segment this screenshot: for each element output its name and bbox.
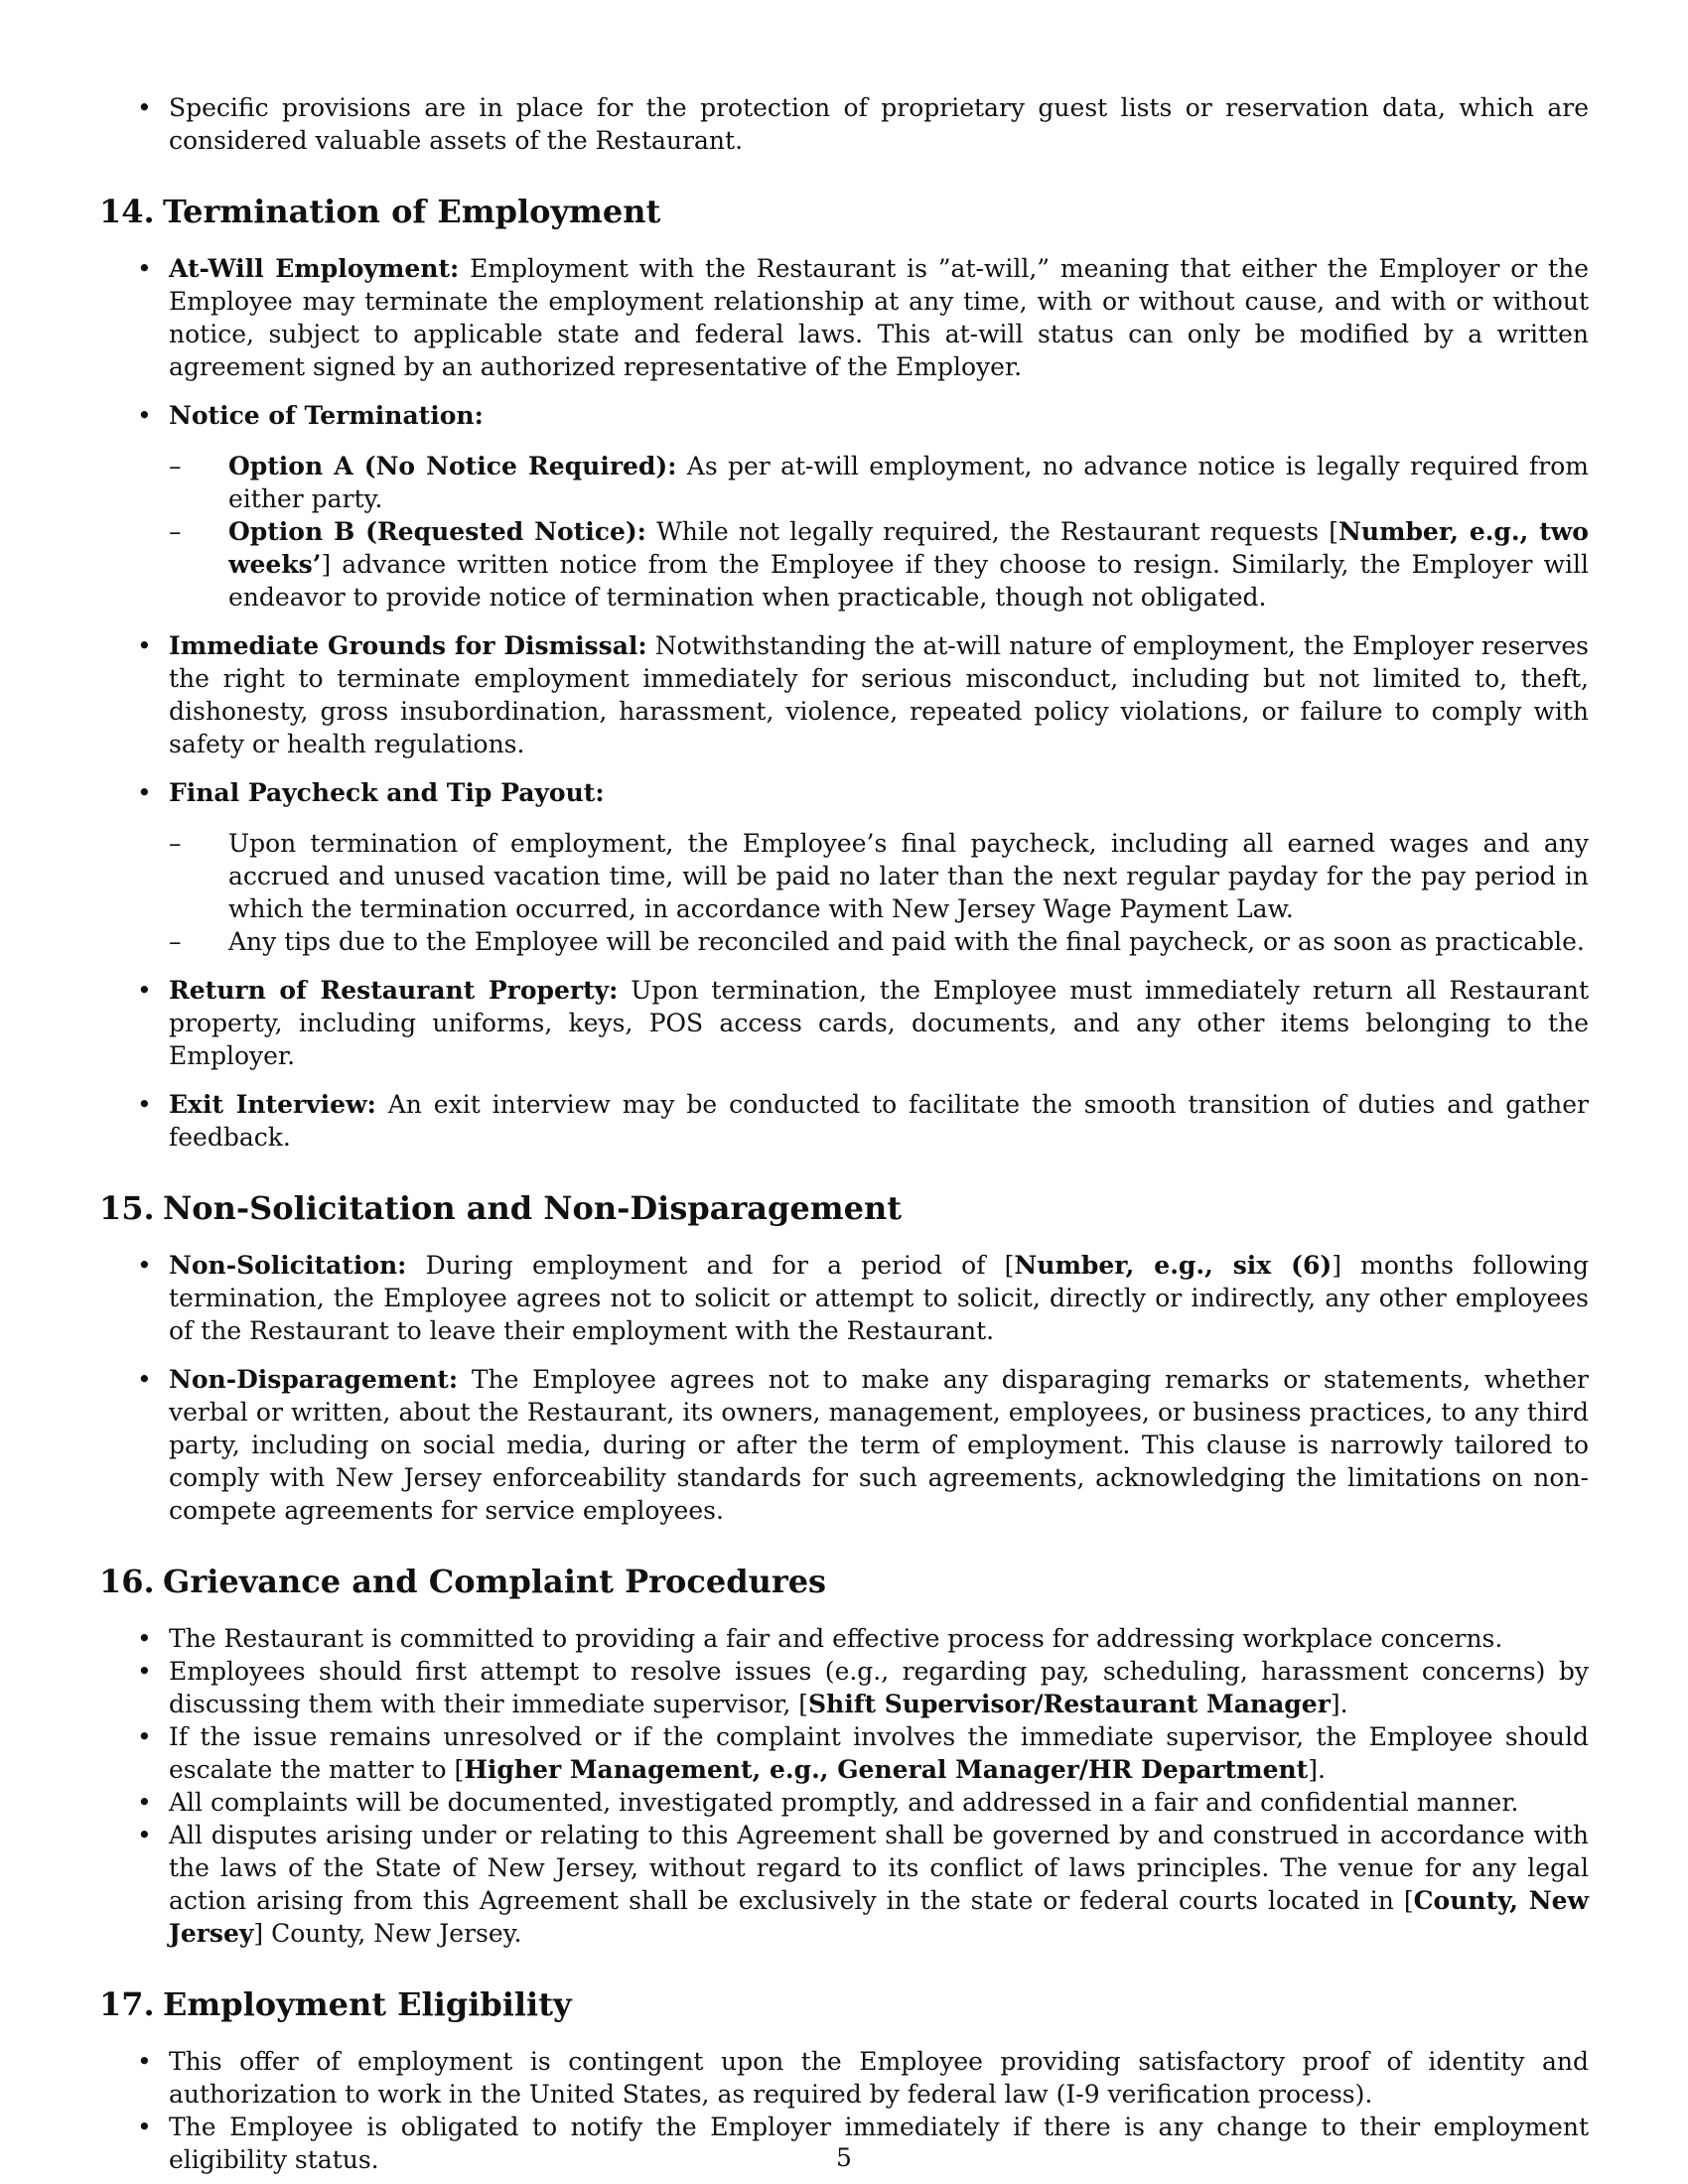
item-text: ]. <box>1308 1755 1326 1784</box>
item-text: This offer of employment is contingent upon the Employee providing satisfactory proof of identity and authorization to work in the United States, as required by federal law (I-9 verification process). <box>169 2047 1589 2109</box>
item-text: Notwithstanding the at-will nature of employment, the Employer reserves the right to terminate employment immediately for serious misconduct, including but not limited to, theft, dishonesty, gross insubordination, harassment, violence, repeated policy violations, or failure to comply with safety or health regulations. <box>169 631 1589 758</box>
paycheck-details <box>169 827 1589 958</box>
item-label: Exit Interview: <box>169 1090 376 1119</box>
document-page <box>99 91 1589 2176</box>
item-text: The Employee is obligated to notify the Employer immediately if there is any change to their employment eligibility status. <box>169 2113 1589 2174</box>
section-14-list <box>99 252 1589 1154</box>
placeholder-field: Shift Supervisor/Restaurant Manager <box>807 1690 1331 1718</box>
item-text: Upon termination of employment, the Employee’s final paycheck, including all earned wages and any accrued and unused vacation time, will be paid no later than the next regular payday for the pay period in which the termination occurred, in accordance with New Jersey Wage Payment Law. <box>228 829 1589 923</box>
item-text: ]. <box>1330 1690 1348 1718</box>
item-text: During employment and for a period of [ <box>425 1251 1015 1280</box>
section-number: 14. <box>99 193 155 230</box>
item-text: ] advance written notice from the Employee if they choose to resign. Similarly, the Employer will endeavor to provide notice of termination when practicable, though not obligated. <box>228 550 1589 612</box>
intro-text: Specific provisions are in place for the protection of proprietary guest lists or reservation data, which are considered valuable assets of the Restaurant. <box>169 93 1589 155</box>
list-item <box>99 1655 1589 1720</box>
list-item <box>99 2045 1589 2111</box>
list-item <box>99 91 1589 157</box>
section-title: Non-Solicitation and Non-Disparagement <box>163 1189 903 1227</box>
list-item-exit-interview <box>99 1088 1589 1154</box>
item-text: All disputes arising under or relating to this Agreement shall be governed by and construed in accordance with the laws of the State of New Jersey, without regard to its conflict of laws principles. The venue for any legal action arising from this Agreement shall be exclusively in the state or federal courts located in [ <box>169 1821 1589 1915</box>
item-label: Non-Solicitation: <box>169 1251 407 1280</box>
sub-item-option-b <box>169 515 1589 614</box>
list-item-paycheck <box>99 776 1589 958</box>
section-14-heading <box>99 193 1589 230</box>
placeholder-field: County, New Jersey <box>169 1886 1589 1948</box>
placeholder-field: Number, e.g., six (6) <box>1014 1251 1333 1280</box>
list-item-non-disparagement <box>99 1363 1589 1527</box>
sub-item-option-a <box>169 450 1589 515</box>
section-15-list <box>99 1249 1589 1527</box>
item-text: An exit interview may be conducted to facilitate the smooth transition of duties and gather feedback. <box>169 1090 1589 1152</box>
section-title: Grievance and Complaint Procedures <box>163 1563 827 1600</box>
intro-list <box>99 91 1589 157</box>
item-label: Immediate Grounds for Dismissal: <box>169 631 647 660</box>
section-title: Employment Eligibility <box>163 1985 572 2023</box>
item-label: Option A (No Notice Required): <box>228 452 677 480</box>
sub-item <box>169 925 1589 958</box>
list-item-at-will <box>99 252 1589 383</box>
section-number: 15. <box>99 1189 155 1227</box>
list-item <box>99 1786 1589 1819</box>
item-text: Upon termination, the Employee must immediately return all Restaurant property, including uniforms, keys, POS access cards, documents, and any other items belonging to the Employer. <box>169 976 1589 1070</box>
list-item-non-solicitation <box>99 1249 1589 1347</box>
section-16-heading <box>99 1563 1589 1600</box>
item-label: Final Paycheck and Tip Payout: <box>169 778 605 807</box>
list-item-dismissal <box>99 629 1589 760</box>
list-item <box>99 1622 1589 1655</box>
item-label: Non-Disparagement: <box>169 1365 459 1394</box>
item-text: The Restaurant is committed to providing a fair and effective process for addressing workplace concerns. <box>169 1624 1503 1653</box>
item-label: Notice of Termination: <box>169 401 484 430</box>
item-text: All complaints will be documented, investigated promptly, and addressed in a fair and confidential manner. <box>169 1788 1519 1817</box>
list-item-notice <box>99 399 1589 614</box>
item-text: While not legally required, the Restaurant requests [ <box>656 517 1338 546</box>
list-item <box>99 1720 1589 1786</box>
section-title: Termination of Employment <box>163 193 661 230</box>
item-text: ] months following termination, the Employee agrees not to solicit or attempt to solicit, directly or indirectly, any other employees of the Restaurant to leave their employment with the Restaurant. <box>169 1251 1590 1345</box>
item-label: Option B (Requested Notice): <box>228 517 646 546</box>
placeholder-field: Higher Management, e.g., General Manager/HR Department <box>464 1755 1309 1784</box>
item-text: Employees should first attempt to resolve issues (e.g., regarding pay, scheduling, harassment concerns) by discussing them with their immediate supervisor, [ <box>169 1657 1589 1718</box>
section-number: 17. <box>99 1985 155 2023</box>
sub-item <box>169 827 1589 925</box>
page-number: 5 <box>836 2143 852 2172</box>
list-item-property <box>99 974 1589 1072</box>
placeholder-field: Number, e.g., two weeks’ <box>228 517 1589 579</box>
list-item <box>99 1819 1589 1950</box>
item-text: Employment with the Restaurant is ”at-will,” meaning that either the Employer or the Employee may terminate the employment relationship at any time, with or without cause, and with or without notice, subject to applicable state and federal laws. This at-will status can only be modified by a written agreement signed by an authorized representative of the Employer. <box>169 254 1589 381</box>
section-17-heading <box>99 1985 1589 2023</box>
section-15-heading <box>99 1189 1589 1227</box>
item-text: As per at-will employment, no advance notice is legally required from either party. <box>228 452 1590 513</box>
item-text: If the issue remains unresolved or if the complaint involves the immediate supervisor, the Employee should escalate the matter to [ <box>169 1722 1589 1784</box>
item-label: At-Will Employment: <box>169 254 460 283</box>
notice-options <box>169 450 1589 614</box>
section-16-list <box>99 1622 1589 1950</box>
item-text: Any tips due to the Employee will be reconciled and paid with the final paycheck, or as soon as practicable. <box>228 927 1585 956</box>
item-text: The Employee agrees not to make any disparaging remarks or statements, whether verbal or written, about the Restaurant, its owners, management, employees, or business practices, to any third party, including on social media, during or after the term of employment. This clause is narrowly tailored to comply with New Jersey enforceability standards for such agreements, acknowledging the limitations on non-compete agreements for service employees. <box>169 1365 1589 1525</box>
section-number: 16. <box>99 1563 155 1600</box>
item-label: Return of Restaurant Property: <box>169 976 619 1005</box>
item-text: ] County, New Jersey. <box>253 1919 522 1948</box>
